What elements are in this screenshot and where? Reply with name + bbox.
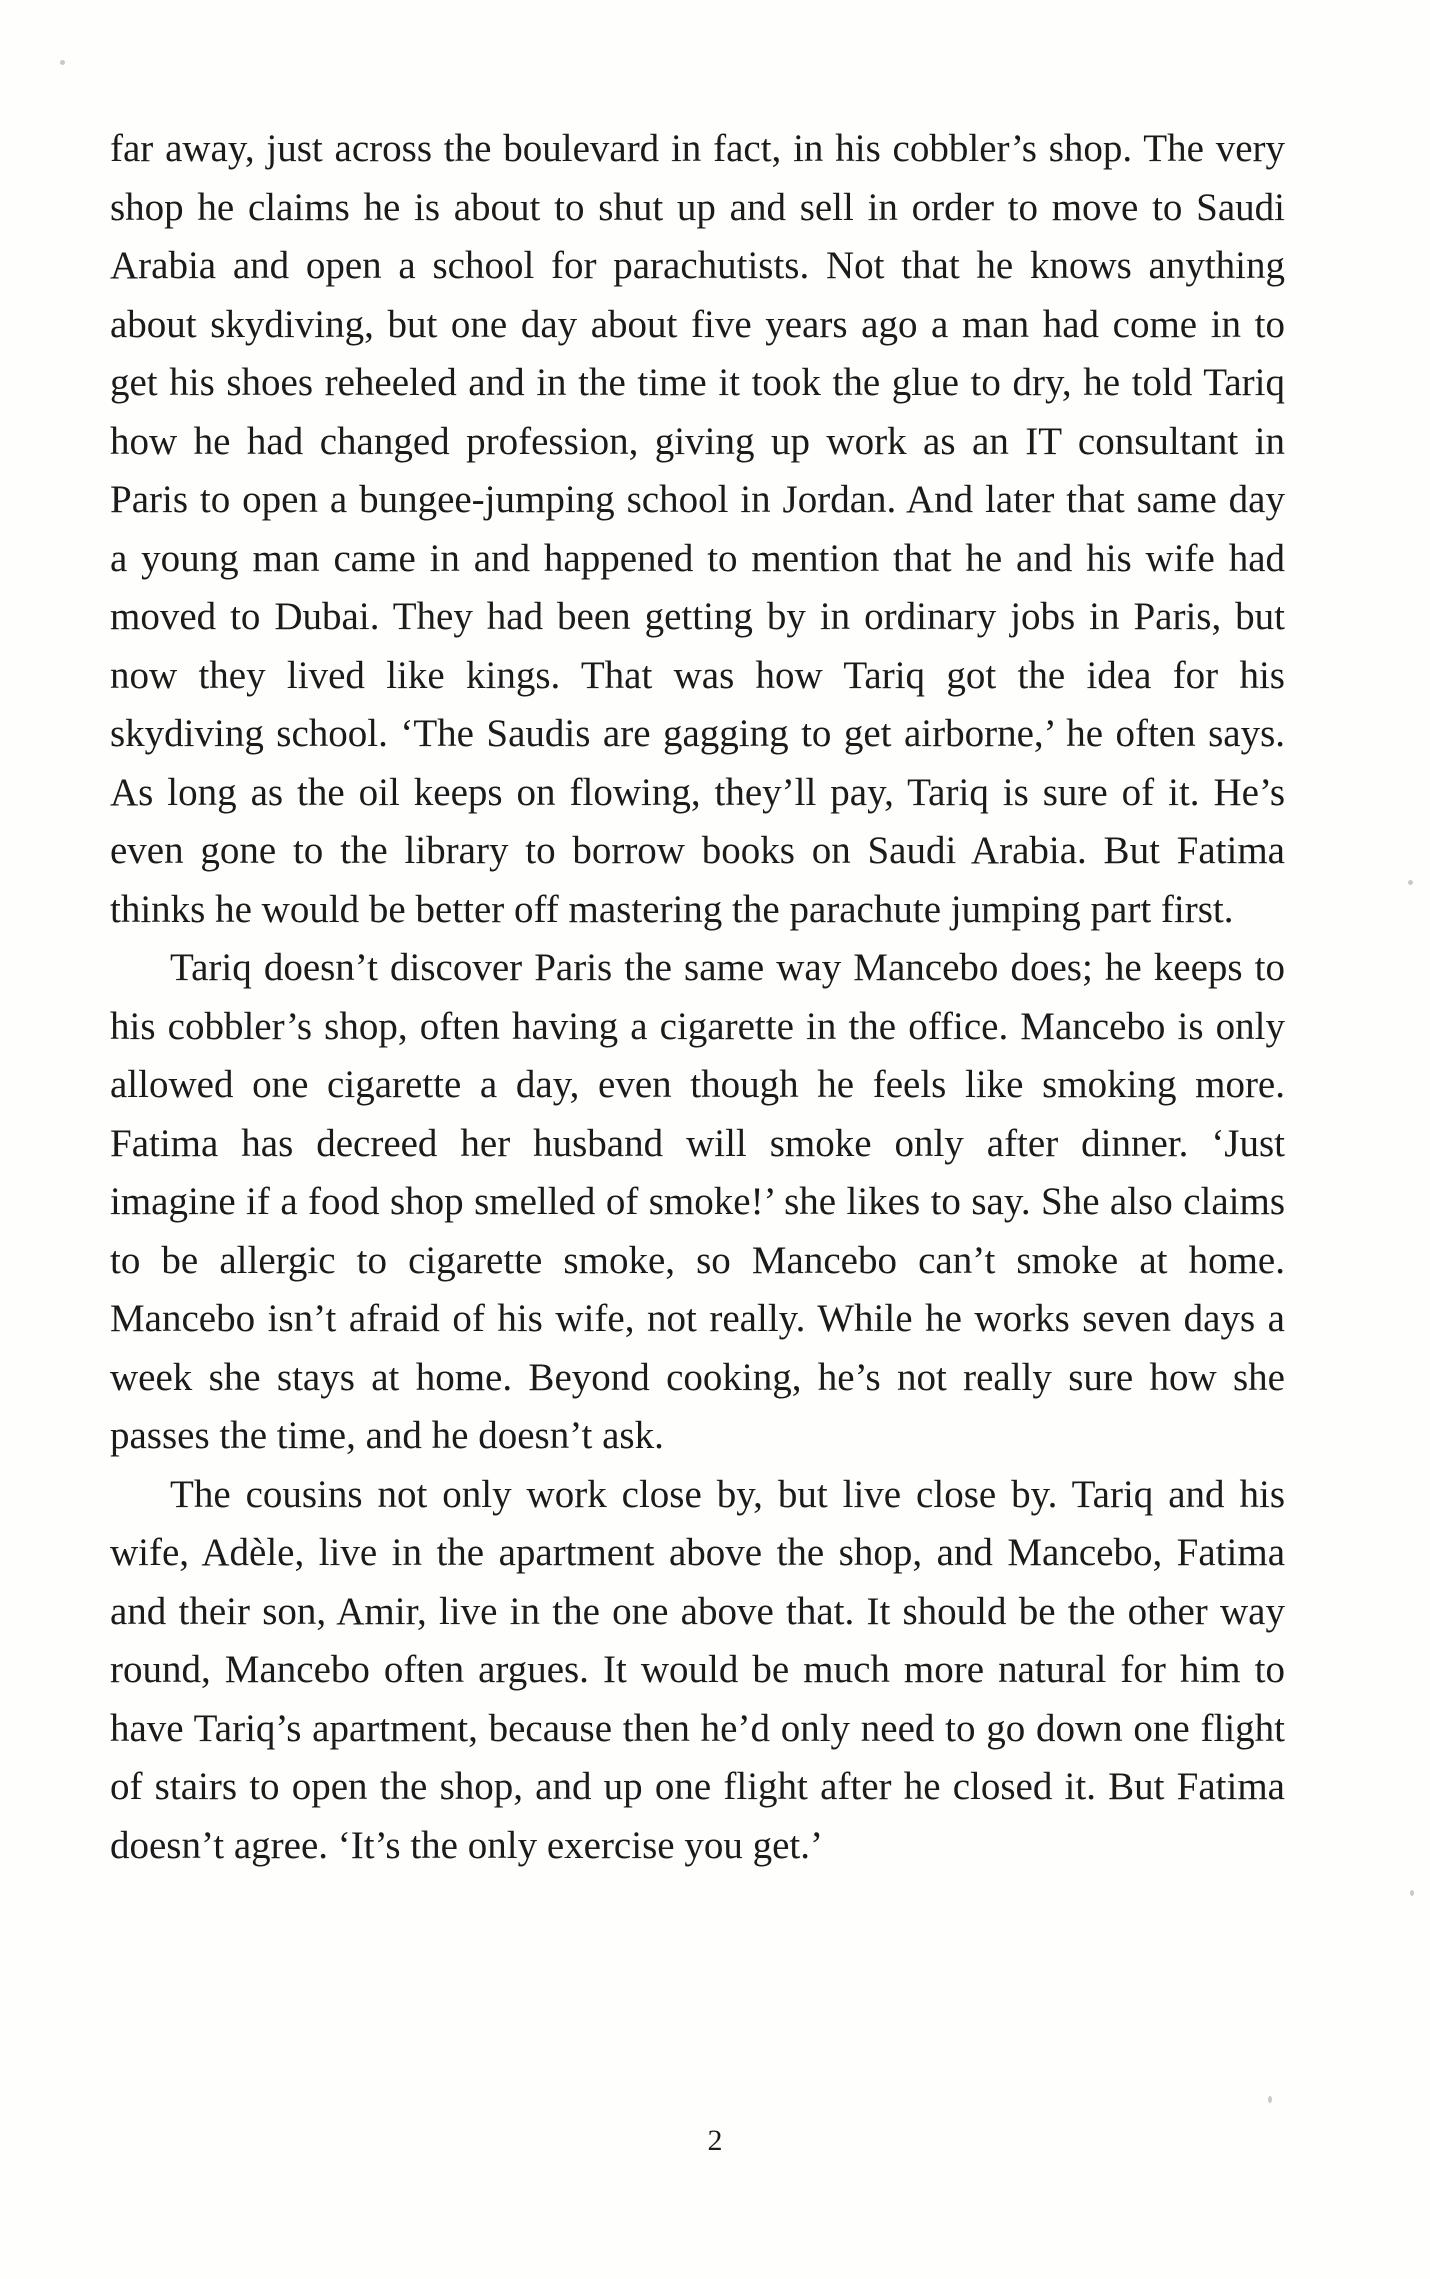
paragraph-3: The cousins not only work close by, but live close by. Tariq and his wife, Adèle, live in the apartment above the shop, and Mancebo, Fatima and their son, Amir, live in the one above that. It should be the other way round, Mancebo often argues. It would be much more natural for him to have Tariq’s apartment, because then he’d only need to go down one flight of stairs to open the shop, and up one flight after he closed it. But Fatima doesn’t agree. ‘It’s the only exercise you get.’ (110, 1472, 1285, 1867)
paper-speck (1408, 880, 1413, 885)
paper-speck (1410, 1890, 1414, 1896)
paper-speck (1268, 2096, 1272, 2103)
page-number: 2 (707, 2124, 723, 2157)
paragraph-1: far away, just across the boulevard in fact, in his cobbler’s shop. The very shop he claims he is about to shut up and sell in order to move to Saudi Arabia and open a school for parachutists. Not that he knows anything about skydiving, but one day about five years ago a man had come in to get his shoes reheeled and in the time it took the glue to dry, he told Tariq how he had changed profession, giving up work as an IT consultant in Paris to open a bungee-jumping school in Jordan. And later that same day a young man came in and happened to mention that he and his wife had moved to Dubai. They had been getting by in ordinary jobs in Paris, but now they lived like kings. That was how Tariq got the idea for his skydiving school. ‘The Saudis are gagging to get airborne,’ he often says. As long as the oil keeps on flowing, they’ll pay, Tariq is sure of it. He’s even gone to the library to borrow books on Saudi Arabia. But Fatima thinks he would be better off mastering the parachute jumping part first. (110, 127, 1285, 931)
paper-speck (60, 60, 65, 65)
body-text (110, 120, 1285, 1875)
paragraph-2: Tariq doesn’t discover Paris the same way Mancebo does; he keeps to his cobbler’s shop, often having a cigarette in the office. Mancebo is only allowed one cigarette a day, even though he feels like smoking more. Fatima has decreed her husband will smoke only after dinner. ‘Just imagine if a food shop smelled of smoke!’ she likes to say. She also claims to be allergic to cigarette smoke, so Mancebo can’t smoke at home. Mancebo isn’t afraid of his wife, not really. While he works seven days a week she stays at home. Beyond cooking, he’s not really sure how she passes the time, and he doesn’t ask. (110, 946, 1285, 1457)
